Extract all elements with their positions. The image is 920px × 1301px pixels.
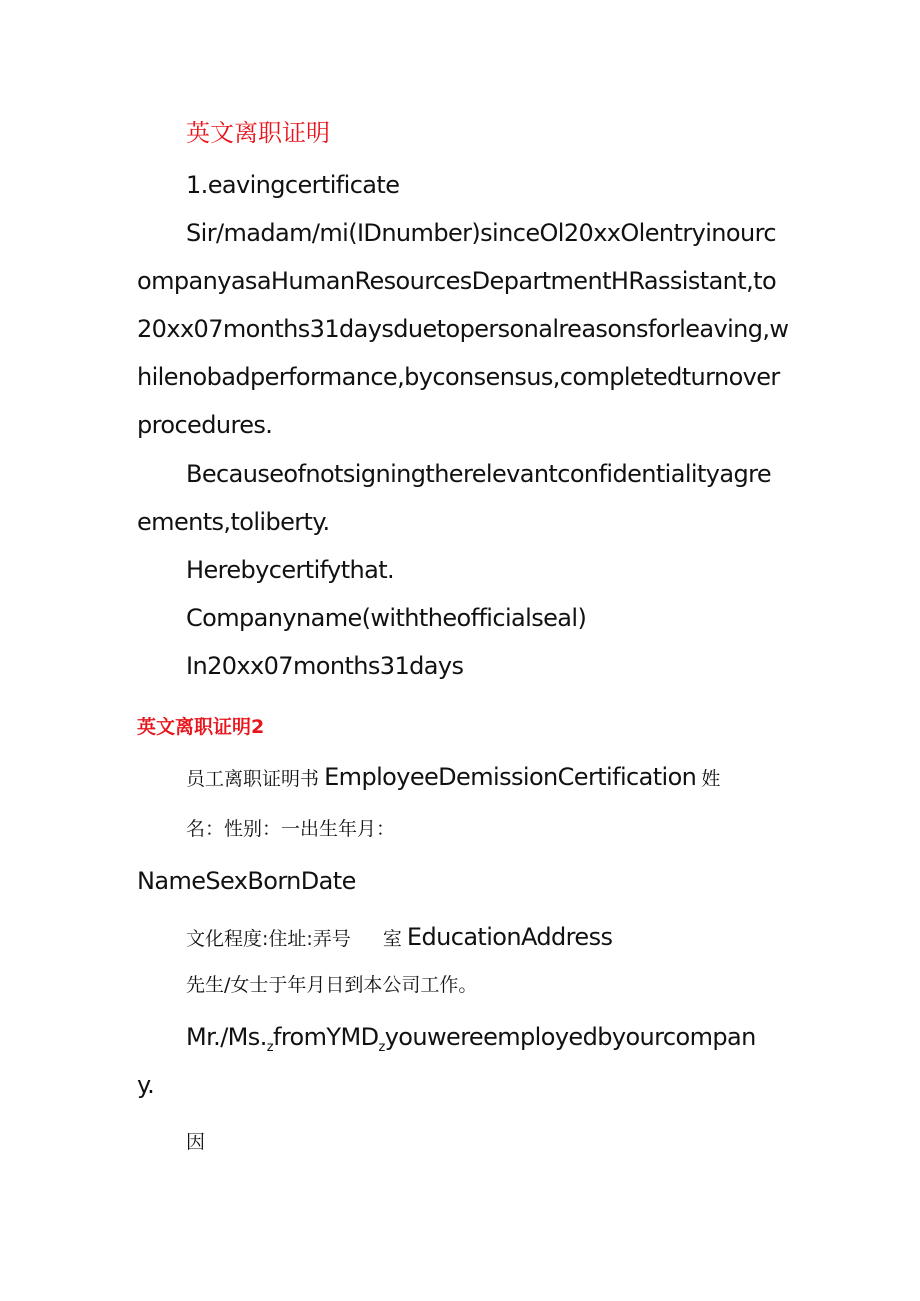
employment-statement-zh: 先生/女士于年月日到本公司工作。 xyxy=(186,974,478,996)
employed-text: youwereemployedbyourcompan xyxy=(384,1023,756,1051)
subscript-mark: z xyxy=(378,1040,385,1055)
name-sex-birth-label-en: NameSexBornDate xyxy=(137,867,356,895)
education-address-en: EducationAddress xyxy=(406,923,613,951)
date-line: In20xx07months31days xyxy=(186,652,464,680)
education-address-zh: 文化程度:住址:弄号 xyxy=(186,928,351,950)
employment-statement-en-cont: y. xyxy=(137,1071,155,1099)
paragraph1-line4: hilenobadperformance,byconsensus,completedturnover xyxy=(137,363,780,391)
subscript-mark: z xyxy=(266,1040,273,1055)
section1-subtitle: 1.eavingcertificate xyxy=(186,171,400,199)
name-sex-birth-label-zh: 名：性别：一出生年月： xyxy=(186,818,396,840)
paragraph1-line2: ompanyasaHumanResourcesDepartmentHRassistant,to xyxy=(137,267,777,295)
certificate-heading-line xyxy=(186,765,720,789)
paragraph1-line1: Sir/madam/mi(IDnumber)sinceOl20xxOlentryinourc xyxy=(186,219,776,247)
certificate-heading-tail: 姓 xyxy=(701,768,721,790)
from-date-text: fromYMD xyxy=(272,1023,379,1051)
paragraph2-line2: ements,toliberty. xyxy=(137,508,330,536)
room-label-zh: 室 xyxy=(382,928,402,950)
company-name-line: Companyname(withtheofficialseal) xyxy=(186,604,587,632)
certificate-heading-en: EmployeeDemissionCertification xyxy=(324,763,697,791)
paragraph2-line1: Becauseofnotsigningtherelevantconfidentialityagre xyxy=(186,460,772,488)
paragraph1-line3: 20xx07months31daysduetopersonalreasonsforleaving,w xyxy=(137,315,789,343)
section1-title: 英文离职证明 xyxy=(186,119,330,147)
certify-line: Herebycertifythat. xyxy=(186,556,395,584)
employment-statement-en xyxy=(186,1023,756,1055)
paragraph1-line5: procedures. xyxy=(137,411,273,439)
section2-title: 英文离职证明2 xyxy=(137,716,265,738)
salutation-text: Mr./Ms. xyxy=(186,1023,267,1051)
certificate-heading-zh: 员工离职证明书 xyxy=(186,768,320,790)
reason-line-start: 因 xyxy=(186,1131,206,1153)
education-address-line xyxy=(186,925,612,949)
